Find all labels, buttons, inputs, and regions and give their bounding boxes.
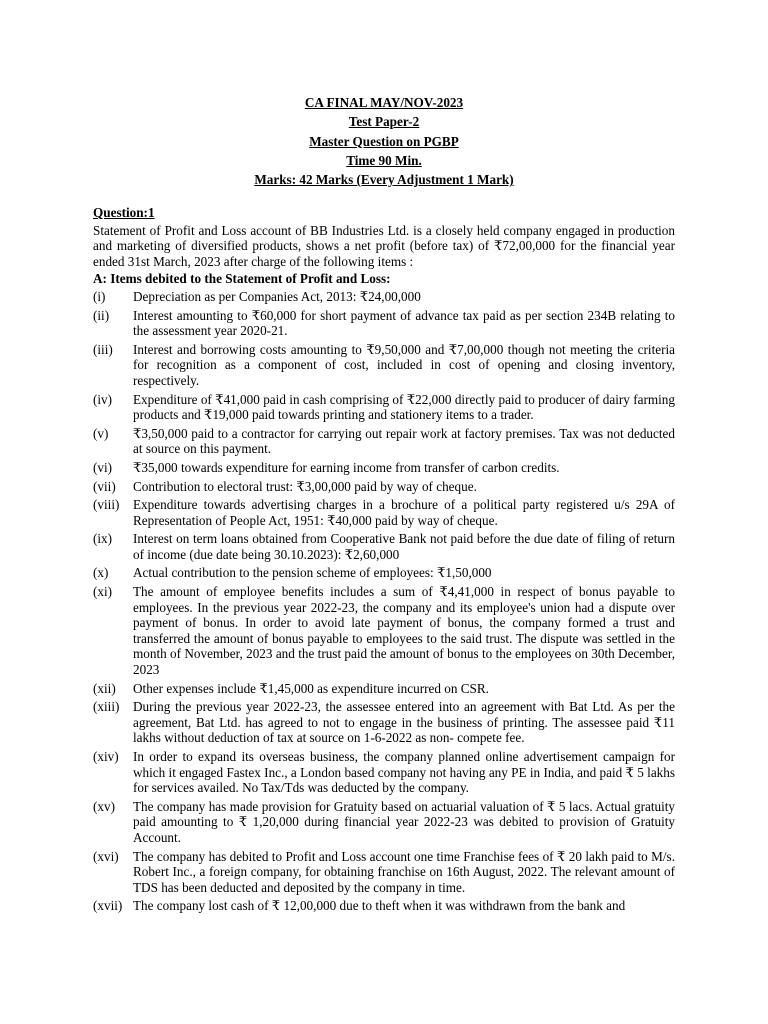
item-number: (ix)	[93, 531, 113, 547]
item-text: The amount of employee benefits includes a sum of ₹4,41,000 in respect of bonus payable to employees. In the previous year 2022-23, the company and its employee's union had a dispute over payment of bonus. In order to avoid late payment of bonus, the company formed a trust and transferred the amount of bonus payable to employees to the said trust. The dispute was settled in the month of November, 2023 and the trust paid the amount of bonus to the employees on 30th December, 2023	[133, 584, 675, 678]
list-item	[93, 342, 675, 389]
item-text: During the previous year 2022-23, the assessee entered into an agreement with Bat Ltd. As per the agreement, Bat Ltd. has agreed to not to engage in the business of printing. The assessee paid ₹11 lakhs without deduction of tax at source on 1-6-2022 as non- compete fee.	[133, 699, 675, 746]
item-text: In order to expand its overseas business, the company planned online advertisement campaign for which it engaged Fastex Inc., a London based company not having any PE in India, and paid ₹ 5 lakhs for services availed. No Tax/Tds was deducted by the company.	[133, 749, 675, 796]
item-text: Interest amounting to ₹60,000 for short payment of advance tax paid as per section 234B relating to the assessment year 2020-21.	[133, 307, 675, 339]
item-number: (xii)	[93, 680, 116, 696]
list-item	[93, 392, 675, 423]
item-text: The company has made provision for Gratuity based on actuarial valuation of ₹ 5 lacs. Actual gratuity paid amounting to ₹ 1,20,000 during financial year 2022-23 was debited to provision of Gratuity Account.	[133, 798, 675, 845]
list-item	[93, 289, 675, 305]
list-item	[93, 749, 675, 796]
list-item	[93, 308, 675, 339]
item-number: (viii)	[93, 497, 120, 513]
paper-header	[0, 93, 768, 189]
item-number: (xiv)	[93, 749, 119, 764]
section-heading: A: Items debited to the Statement of Profit and Loss:	[93, 271, 391, 287]
question-body	[93, 205, 675, 917]
item-number: (xiii)	[93, 699, 120, 715]
list-item	[93, 565, 675, 581]
list-item	[93, 584, 675, 678]
list-item	[93, 799, 675, 846]
item-number: (xi)	[93, 584, 113, 600]
item-text: ₹35,000 towards expenditure for earning income from transfer of carbon credits.	[133, 459, 560, 475]
item-text: Expenditure towards advertising charges in a brochure of a political party registered u/s 29A of Representation of People Act, 1951: ₹40,000 paid by way of cheque.	[133, 497, 675, 528]
list-item	[93, 531, 675, 562]
item-text: Depreciation as per Companies Act, 2013: ₹24,00,000	[133, 288, 421, 304]
question-intro: Statement of Profit and Loss account of BB Industries Ltd. is a closely held company engaged in production and marketing of diversified products, shows a net profit (before tax) of ₹72,00,000 for the financial year ended 31st March, 2023 after charge of the following items :	[93, 222, 675, 269]
list-item	[93, 426, 675, 457]
item-text: The company lost cash of ₹ 12,00,000 due to theft when it was withdrawn from the bank and	[133, 898, 626, 914]
item-number: (xvi)	[93, 848, 119, 864]
test-paper-number: Test Paper-2	[348, 114, 420, 130]
list-item	[93, 681, 675, 697]
list-item	[93, 479, 675, 495]
item-number: (xv)	[93, 798, 115, 814]
item-number: (xvii)	[93, 898, 123, 914]
item-number: (ii)	[93, 307, 110, 323]
list-item	[93, 699, 675, 746]
time-allowed: Time 90 Min.	[346, 152, 422, 168]
item-text: Interest on term loans obtained from Cooperative Bank not paid before the due date of filing of return of income (due date being 30.10.2023): ₹2,60,000	[133, 531, 675, 562]
paper-topic: Master Question on PGBP	[309, 133, 459, 149]
exam-title: CA FINAL MAY/NOV-2023	[304, 95, 464, 110]
item-text: Actual contribution to the pension scheme of employees: ₹1,50,000	[133, 565, 492, 581]
item-number: (v)	[93, 425, 109, 441]
list-item	[93, 460, 675, 476]
item-number: (iii)	[93, 341, 113, 357]
item-text: Expenditure of ₹41,000 paid in cash comprising of ₹22,000 directly paid to producer of dairy farming products and ₹19,000 paid towards printing and stationery items to a trader.	[133, 391, 675, 423]
list-item	[93, 497, 675, 528]
item-text: Contribution to electoral trust: ₹3,00,000 paid by way of cheque.	[133, 478, 477, 494]
item-text: Other expenses include ₹1,45,000 as expenditure incurred on CSR.	[133, 680, 489, 696]
item-number: (iv)	[93, 391, 113, 407]
item-text: The company has debited to Profit and Loss account one time Franchise fees of ₹ 20 lakh paid to M/s. Robert Inc., a foreign company, for obtaining franchise on 16th August, 2022. The relevant amount of TDS has been deducted and deposited by the company in time.	[133, 848, 675, 895]
list-item	[93, 898, 675, 914]
item-text: Interest and borrowing costs amounting to ₹9,50,000 and ₹7,00,000 though not meeting the criteria for recognition as a component of cost, included in cost of opening and closing inventory, respectively.	[133, 341, 675, 388]
marks-info: Marks: 42 Marks (Every Adjustment 1 Mark)	[254, 172, 514, 188]
list-item	[93, 849, 675, 896]
items-list	[93, 289, 675, 914]
item-number: (i)	[93, 288, 106, 304]
item-text: ₹3,50,000 paid to a contractor for carrying out repair work at factory premises. Tax was not deducted at source on this payment.	[133, 425, 675, 457]
item-number: (vi)	[93, 459, 113, 475]
item-number: (x)	[93, 565, 109, 581]
item-number: (vii)	[93, 478, 116, 494]
question-title: Question:1	[93, 205, 155, 220]
